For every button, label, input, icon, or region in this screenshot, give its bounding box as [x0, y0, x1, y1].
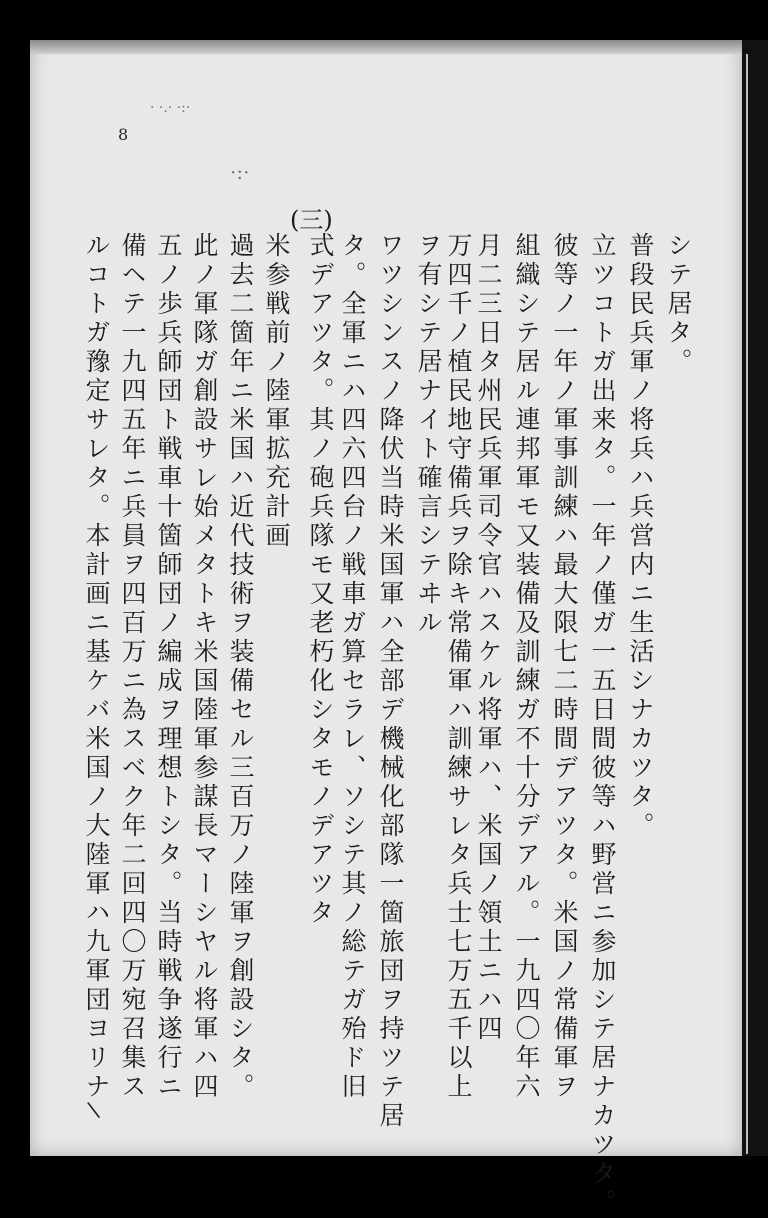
text-column: 組織シテ居ル連邦軍モ又装備及訓練ガ不十分デアル。一九四〇年六	[512, 232, 541, 1102]
text-column: ルコトガ豫定サレタ。本計画ニ基ケバ米国ノ大陸軍ハ九軍団ヨリナ	[82, 232, 111, 1102]
margin-mark: \	[85, 1097, 102, 1124]
text-column: タ。全軍ニハ四六四台ノ戦車ガ算セラレ、ソシテ其ノ総テガ殆ド旧	[338, 232, 367, 1102]
text-column: 彼等ノ一年ノ軍事訓練ハ最大限七二時間デアツタ。米国ノ常備軍ヲ	[550, 232, 579, 1102]
text-column: 米参戦前ノ陸軍拡充計画	[262, 232, 291, 551]
page-number: 8	[118, 125, 129, 144]
text-column: 五ノ歩兵師団ト戦車十箇師団ノ編成ヲ理想トシタ。当時戦争遂行ニ	[154, 232, 183, 1102]
text-column: シテ居タ。	[664, 232, 693, 377]
text-column: 普段民兵軍ノ将兵ハ兵営内ニ生活シナカツタ。	[626, 232, 655, 841]
scan-noise: ·:·	[230, 160, 250, 184]
text-column: ヲ有シテ居ナイト確言シテヰル	[414, 232, 443, 638]
text-column: 式デアツタ。其ノ砲兵隊モ又老朽化シタモノデアツタ	[306, 232, 335, 928]
scan-noise: · ·.· ·:·	[150, 100, 191, 116]
text-column: 過去二箇年ニ米国ハ近代技術ヲ装備セル三百万ノ陸軍ヲ創設シタ。	[226, 232, 255, 1102]
text-column: 此ノ軍隊ガ創設サレ始メタトキ米国陸軍参謀長マーシヤル将軍ハ四	[190, 232, 219, 1102]
text-column: 月二三日タ州民兵軍司令官ハスケル将軍ハ、米国ノ領土ニハ四	[474, 232, 503, 1044]
text-column: 万四千ノ植民地守備兵ヲ除キ常備軍ハ訓練サレタ兵士七万五千以上	[444, 232, 473, 1102]
text-column: 備ヘテ一九四五年ニ兵員ヲ四百万ニ為スベク年二回四〇万宛召集ス	[118, 232, 147, 1102]
section-heading: (三)	[290, 206, 333, 234]
text-column: ワツシンスノ降伏当時米国軍ハ全部デ機械化部隊一箇旅団ヲ持ツテ居	[376, 232, 405, 1131]
book-binding-edge	[742, 40, 768, 1156]
text-column: 立ツコトガ出来タ。一年ノ僅ガ一五日間彼等ハ野営ニ参加シテ居ナカツタ。	[588, 232, 617, 1218]
